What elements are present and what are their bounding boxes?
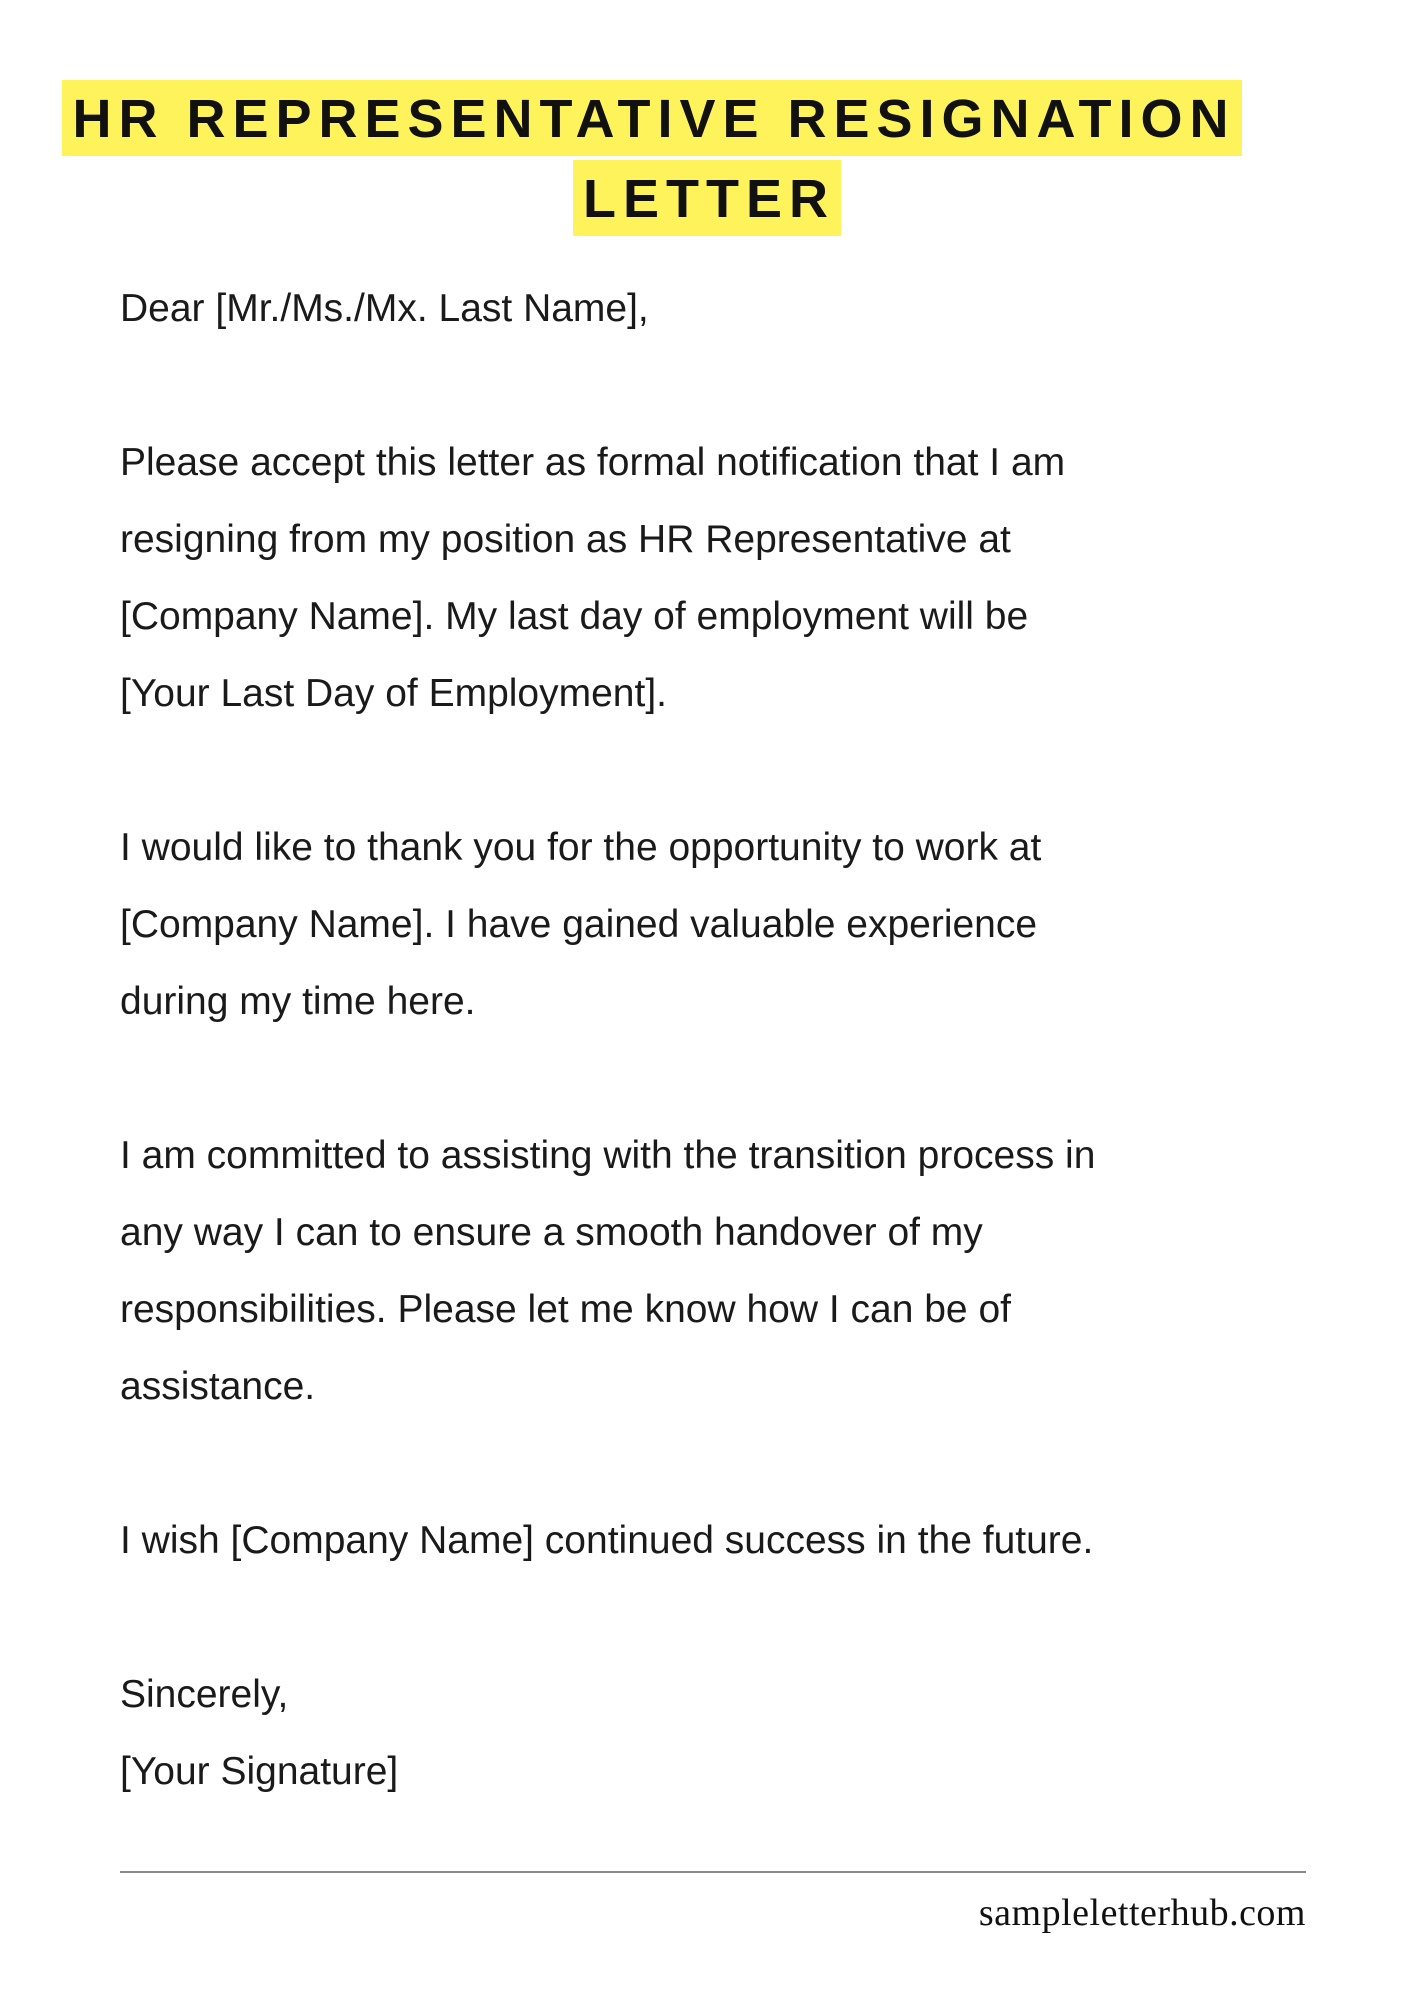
paragraph-transition: I am committed to assisting with the transition process in any way I can to ensure a smooth handover of my responsibilities. Please let me know how I can be of assistance. (120, 1134, 1096, 1408)
paragraph-thanks: I would like to thank you for the opportunity to work at [Company Name]. I have gained valuable experience during my time here. (120, 826, 1042, 1023)
title-line-2: LETTER (573, 160, 841, 236)
footer-divider (120, 1871, 1306, 1873)
paragraph-wishes: I wish [Company Name] continued success in the future. (120, 1519, 1094, 1562)
footer-website: sampleletterhub.com (978, 1892, 1306, 1934)
paragraph-notice: Please accept this letter as formal notification that I am resigning from my position as HR Representative at [Company Name]. My last day of employment will be [Your Last Day of Employment]. (120, 441, 1066, 715)
title-line-1: HR REPRESENTATIVE RESIGNATION (62, 80, 1241, 156)
closing: Sincerely, (120, 1673, 289, 1716)
salutation: Dear [Mr./Ms./Mx. Last Name], (120, 287, 649, 330)
letter-body (120, 270, 1360, 1810)
signature-placeholder: [Your Signature] (120, 1750, 399, 1793)
page-title (0, 80, 1414, 236)
